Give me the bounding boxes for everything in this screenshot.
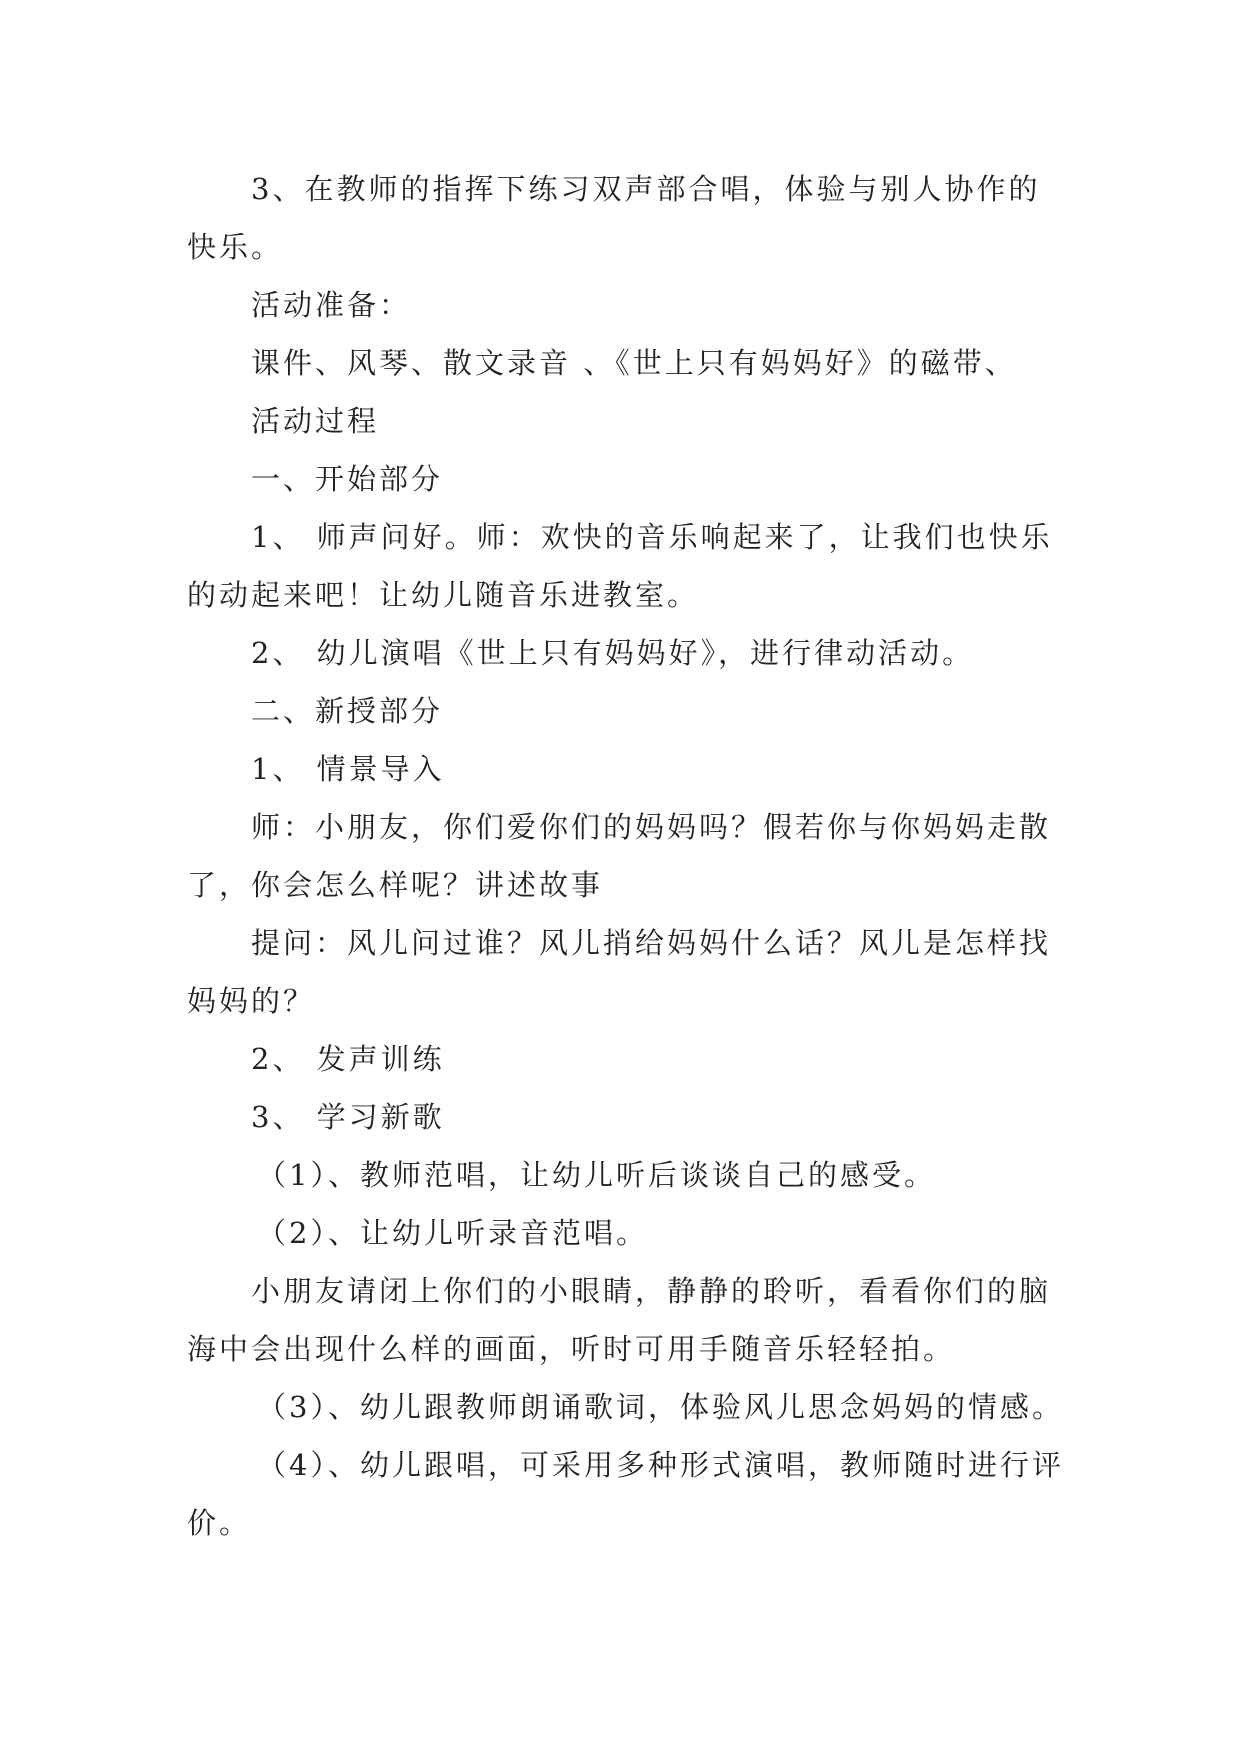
paragraph-objective-3: 3、在教师的指挥下练习双声部合唱，体验与别人协作的快乐。 [187, 172, 1041, 264]
paragraph-listen-instruction: 小朋友请闭上你们的小眼睛，静静的聆听，看看你们的脑海中会出现什么样的画面，听时可用手随音乐轻轻拍。 [187, 1274, 1052, 1366]
paragraph-step-2: （2）、让幼儿听录音范唱。 [257, 1216, 648, 1250]
paragraph-questions: 提问：风儿问过谁？风儿捎给妈妈什么话？风儿是怎样找妈妈的？ [187, 926, 1052, 1018]
paragraph-section-two: 二、新授部分 [251, 694, 444, 728]
paragraph-step-3: （3）、幼儿跟教师朗诵歌词，体验风儿思念妈妈的情感。 [257, 1390, 1064, 1424]
paragraph-step-1: （1）、教师范唱，让幼儿听后谈谈自己的感受。 [257, 1158, 936, 1192]
paragraph-sing-song: 2、 幼儿演唱《世上只有妈妈好》，进行律动活动。 [251, 636, 975, 670]
paragraph-learn-song: 3、 学习新歌 [251, 1100, 445, 1134]
paragraph-preparation-heading: 活动准备： [251, 288, 412, 322]
paragraph-process-heading: 活动过程 [251, 404, 380, 438]
paragraph-materials: 课件、风琴、散文录音 、《世上只有妈妈好》的磁带、 [251, 346, 1017, 380]
paragraph-step-4: （4）、幼儿跟唱，可采用多种形式演唱，教师随时进行评价。 [187, 1448, 1064, 1540]
paragraph-vocal-training: 2、 发声训练 [251, 1042, 445, 1076]
paragraph-scenario-intro: 1、 情景导入 [251, 752, 445, 786]
paragraph-teacher-question: 师：小朋友，你们爱你们的妈妈吗？假若你与你妈妈走散了，你会怎么样呢？讲述故事 [187, 810, 1052, 902]
document-body [187, 160, 1067, 1552]
paragraph-greeting: 1、 师声问好。师：欢快的音乐响起来了，让我们也快乐的动起来吧！让幼儿随音乐进教室。 [187, 520, 1053, 612]
paragraph-section-one: 一、开始部分 [251, 462, 444, 496]
